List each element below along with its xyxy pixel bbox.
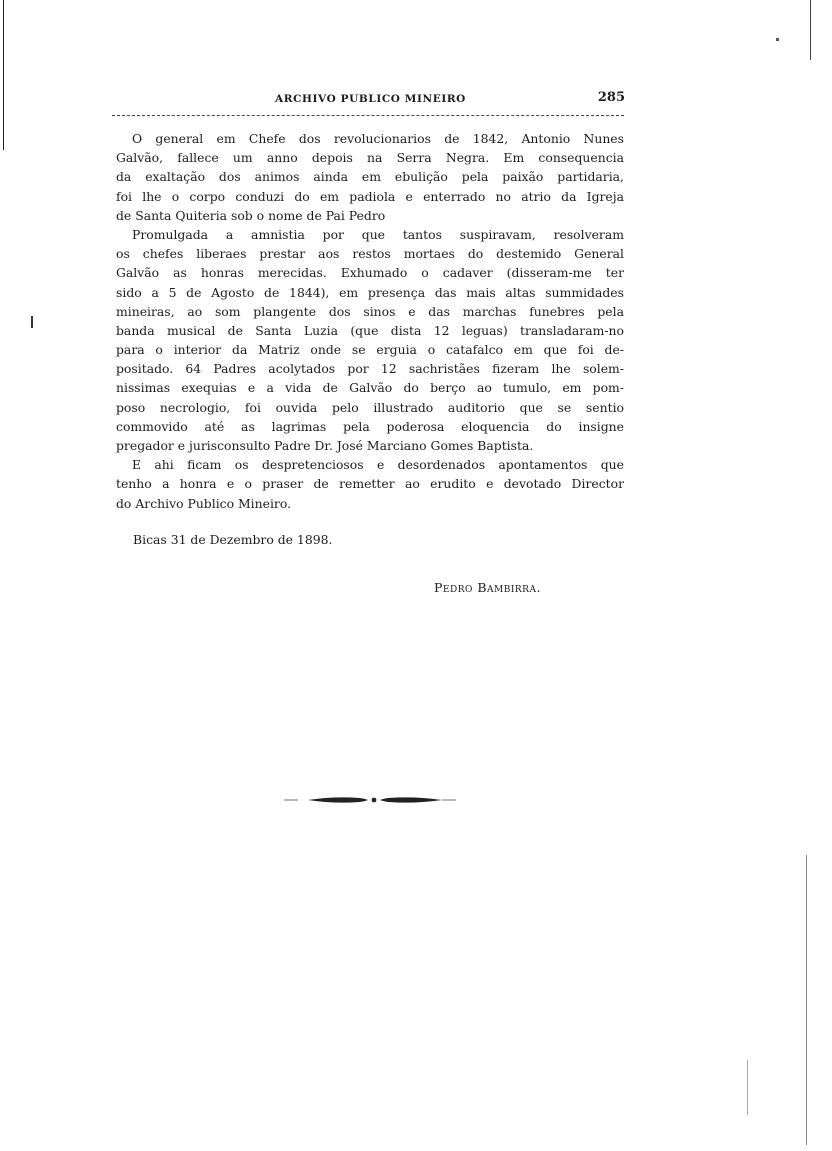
page-number: 285 bbox=[597, 90, 625, 105]
text-line: mineiras, ao som plangente dos sinos e das marchas funebres pela bbox=[116, 303, 624, 319]
text-line: do Archivo Publico Mineiro. bbox=[116, 495, 292, 511]
text-line: O general em Chefe dos revolucionarios de 1842, Antonio Nunes bbox=[132, 131, 624, 146]
page-header bbox=[115, 90, 625, 112]
dateline: Bicas 31 de Dezembro de 1898. bbox=[133, 532, 333, 547]
text-line: E ahi ficam os despretenciosos e desordenados apontamentos que bbox=[132, 457, 624, 473]
text-line: Promulgada a amnistia por que tantos suspiravam, resolveram bbox=[132, 226, 624, 242]
text-line: poso necrologio, foi ouvida pelo illustrado auditorio que se sentio bbox=[116, 399, 624, 415]
body-text bbox=[116, 129, 624, 513]
text-line: de Santa Quiteria sob o nome de Pai Pedro bbox=[116, 207, 386, 223]
scan-edge-right-bottom bbox=[747, 1060, 748, 1115]
text-line: Galvão as honras merecidas. Exhumado o cadaver (disseram-me ter bbox=[116, 265, 624, 281]
scan-edge-left bbox=[3, 0, 4, 150]
text-line: tenho a honra e o praser de remetter ao erudito e devotado Director bbox=[116, 476, 624, 492]
text-line: os chefes liberaes prestar aos restos mortaes do destemido General bbox=[116, 246, 624, 262]
text-line: para o interior da Matriz onde se erguia o catafalco em que foi de- bbox=[116, 342, 624, 358]
scan-edge-right bbox=[810, 0, 811, 60]
text-line: banda musical de Santa Luzia (que dista 12 leguas) transladaram-no bbox=[116, 322, 624, 338]
signature: Pedro Bambirra. bbox=[434, 580, 541, 595]
running-head: ARCHIVO PUBLICO MINEIRO bbox=[275, 93, 466, 105]
text-line: foi lhe o corpo conduzi do em padiola e enterrado no atrio da Igreja bbox=[116, 188, 624, 204]
text-line: da exaltação dos animos ainda em ebulição pela paixão partidaria, bbox=[116, 169, 624, 185]
text-line: nissimas exequias e a vida de Galvão do berço ao tumulo, em pom- bbox=[116, 380, 624, 396]
scan-edge-right-lower bbox=[806, 855, 807, 1145]
scan-mark bbox=[31, 316, 33, 328]
text-line: pregador e jurisconsulto Padre Dr. José Marciano Gomes Baptista. bbox=[116, 438, 534, 453]
tailpiece-ornament bbox=[284, 793, 456, 807]
text-line: positado. 64 Padres acolytados por 12 sachristães fizeram lhe solem- bbox=[116, 361, 624, 377]
scan-speck bbox=[776, 38, 779, 41]
text-line: sido a 5 de Agosto de 1844), em presença das mais altas summidades bbox=[116, 284, 624, 300]
header-rule bbox=[112, 115, 624, 116]
text-line: commovido até as lagrimas pela poderosa eloquencia do insigne bbox=[116, 418, 624, 434]
text-line: Galvão, fallece um anno depois na Serra Negra. Em consequencia bbox=[116, 150, 624, 166]
